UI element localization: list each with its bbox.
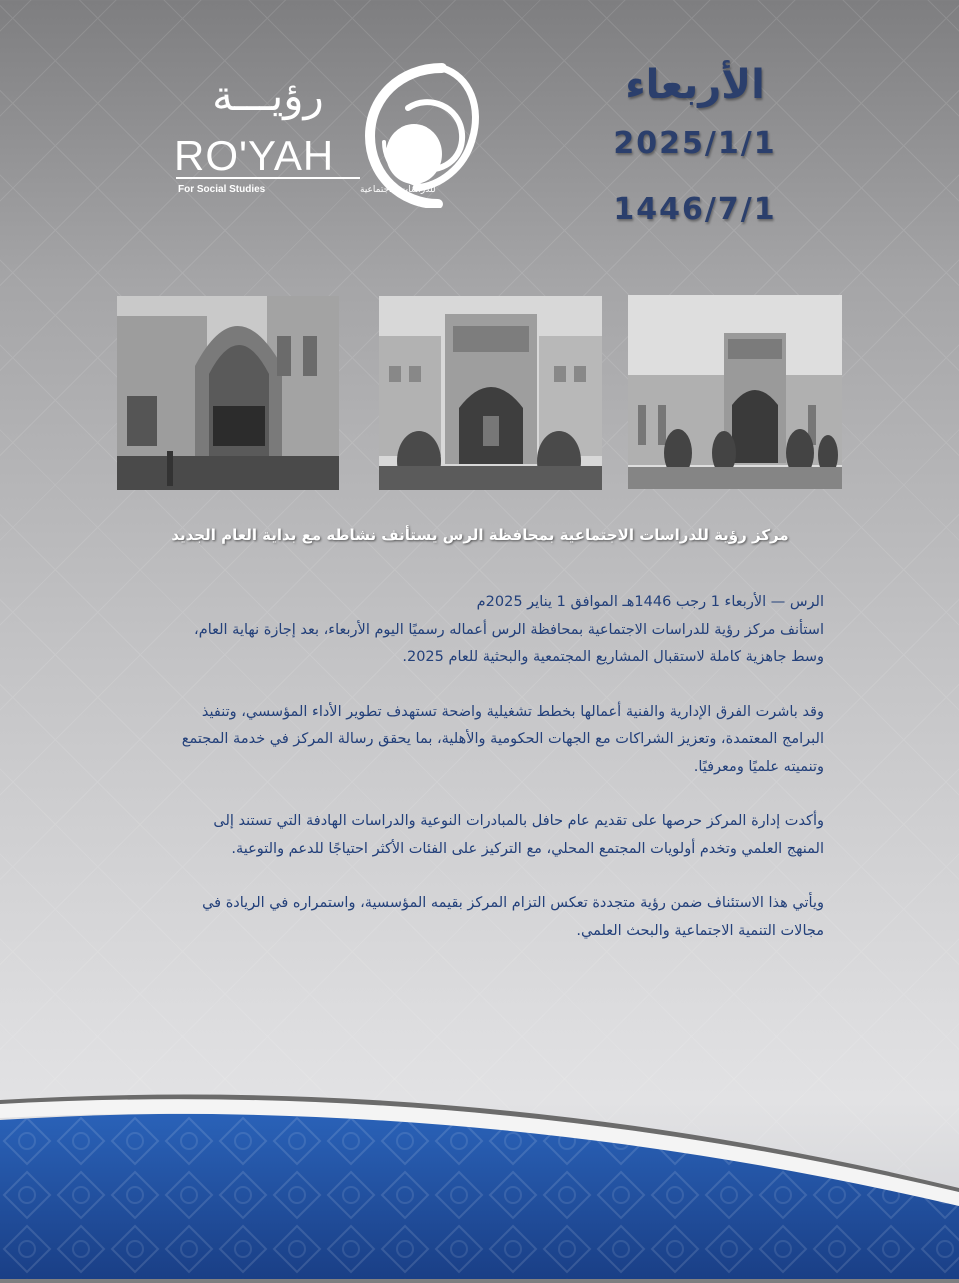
day-name: الأربعاء [625, 62, 765, 108]
royah-logo [170, 58, 480, 208]
logo-graphic [170, 58, 480, 208]
article-line: الرس — الأربعاء 1 رجب 1446هـ الموافق 1 يناير 2025م [476, 594, 824, 610]
article-line: المنهج العلمي وتخدم أولويات المجتمع المحلي، مع التركيز على الفئات الأكثر احتياجًا للدعم والتوعية. [231, 840, 824, 857]
article-body [136, 589, 824, 972]
article-paragraph [136, 808, 824, 863]
logo-swirl-core [386, 124, 442, 184]
gregorian-date: 2025/1/1 [613, 126, 777, 161]
logo-tagline-ar: للدراسات الاجتماعية [360, 185, 436, 195]
article-paragraph [136, 890, 824, 945]
logo-arabic-name: رؤيـــة [212, 71, 324, 120]
article-line: مجالات التنمية الاجتماعية والبحث العلمي. [576, 922, 824, 939]
building-photo-arch [117, 296, 339, 490]
article-line: وقد باشرت الفرق الإدارية والفنية أعمالها بخطط تشغيلية واضحة تستهدف تطوير الأداء المؤسسي، وتنفيذ [201, 703, 824, 720]
article-headline: مركز رؤية للدراسات الاجتماعية بمحافظة الرس يستأنف نشاطه مع بداية العام الجديد [171, 526, 789, 544]
article-line: ويأتي هذا الاستئناف ضمن رؤية متجددة تعكس التزام المركز بقيمه المؤسسية، واستمراره في الريادة في [202, 895, 824, 911]
article-line: وسط جاهزية كاملة لاستقبال المشاريع المجتمعية والبحثية للعام 2025. [402, 649, 824, 665]
building-photo-facade [628, 295, 842, 489]
logo-tagline-en: For Social Studies [178, 184, 266, 195]
article-line: البرامج المعتمدة، وتعزيز الشراكات مع الجهات الحكومية والأهلية، بما يحقق رسالة المركز في خدمة المجتمع [181, 731, 824, 747]
article-line: استأنف مركز رؤية للدراسات الاجتماعية بمحافظة الرس أعماله رسميًا اليوم الأربعاء، بعد إجازة نهاية العام، [194, 621, 824, 638]
hijri-date: 1446/7/1 [613, 192, 777, 227]
building-photo-entrance [379, 296, 602, 490]
footer-wave [0, 1060, 959, 1279]
article-line: وتنميته علميًا ومعرفيًا. [693, 758, 824, 775]
article-paragraph [136, 589, 824, 672]
article-paragraph [136, 699, 824, 782]
date-block [600, 58, 790, 256]
article-line: وأكدت إدارة المركز حرصها على تقديم عام حافل بالمبادرات النوعية والدراسات الهادفة التي تستند إلى [213, 813, 824, 829]
logo-latin-name: RO'YAH [174, 132, 335, 179]
